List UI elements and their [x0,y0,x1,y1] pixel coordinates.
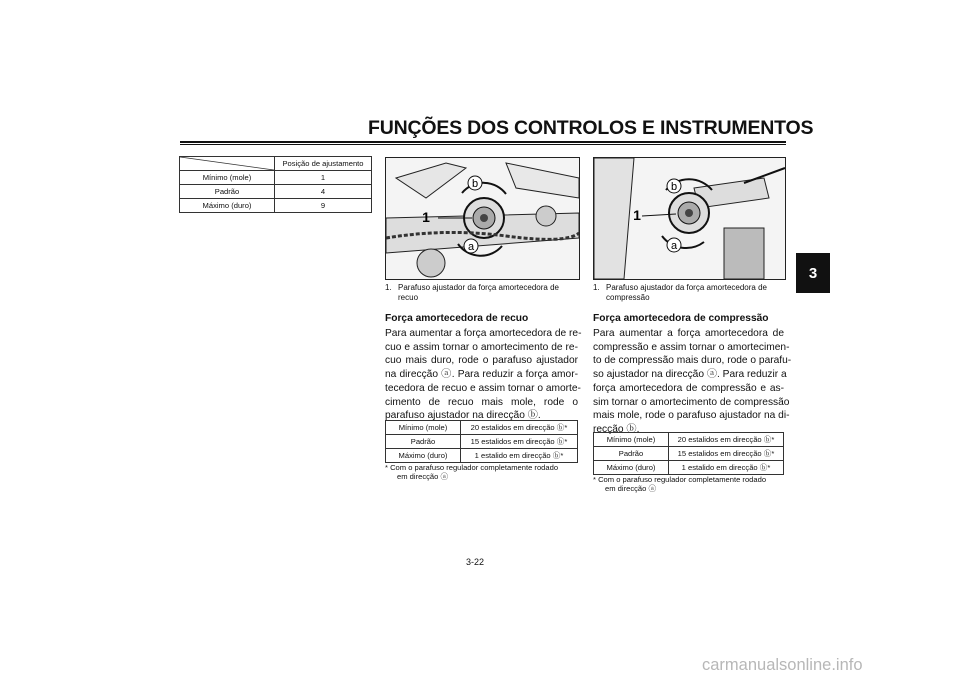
table-cell: Máximo (duro) [594,461,669,475]
rebound-illustration [386,158,579,279]
body-line: tecedora de recuo e assim tornar o amorte- [385,382,581,394]
part-1-label: 1 [633,207,641,223]
caption-number: 1. [385,283,392,292]
table-row [386,449,578,463]
table-row [386,421,578,435]
body-line: so ajustador na direcção ⓐ. Para reduzir a [593,369,787,381]
table-row [386,435,578,449]
compression-body [593,327,792,437]
body-line: cuo e assim tornar o amortecimento de re- [385,341,578,353]
table-cell: 4 [275,185,372,199]
table-cell: Máximo (duro) [180,199,275,213]
rebound-caption: Parafuso ajustador da força amortecedora de recuo [398,283,559,302]
table-row [180,185,372,199]
page-title: FUNÇÕES DOS CONTROLOS E INSTRUMENTOS [368,117,814,139]
table-cell: 1 [275,171,372,185]
table-cell: 1 estalido em direcção ⓑ* [461,449,578,463]
table-cell: Máximo (duro) [386,449,461,463]
table-row [594,447,784,461]
table-cell: Padrão [180,185,275,199]
body-line: to de compressão mais duro, rode o parafu- [593,355,792,367]
table-header: Posição de ajustamento [275,157,372,171]
body-line: cuo mais duro, rode o parafuso ajustador [385,355,578,367]
compression-footnote-2: em direcção ⓐ [605,484,657,493]
body-line: força amortecedora de compressão e as- [593,382,784,394]
body-line: recção ⓑ. [593,423,640,435]
rebound-section-title: Força amortecedora de recuo [385,313,529,324]
diagonal-line [180,157,274,170]
position-table [179,156,372,213]
body-line: Para aumentar a força amortecedora de re- [385,328,582,339]
table-row [180,171,372,185]
table-cell: 15 estalidos em direcção ⓑ* [461,435,578,449]
table-row [180,157,372,171]
rebound-footnote-2: em direcção ⓐ [397,472,449,481]
body-line: compressão e assim tornar o amortecimen- [593,341,790,353]
body-line: mais mole, rode o parafuso ajustador na di- [593,410,790,422]
table-cell: 20 estalidos em direcção ⓑ* [669,433,784,447]
table-cell: 15 estalidos em direcção ⓑ* [669,447,784,461]
table-row [594,433,784,447]
table-cell: Mínimo (mole) [594,433,669,447]
body-line: Para aumentar a força amortecedora de [593,328,784,339]
rebound-settings-table [385,420,578,463]
table-corner-cell [180,157,275,171]
part-1-label: 1 [422,209,430,225]
rebound-adjuster-photo [385,157,580,280]
body-line: parafuso ajustador na direcção ⓑ. [385,410,541,422]
table-cell: 20 estalidos em direcção ⓑ* [461,421,578,435]
table-cell: Mínimo (mole) [180,171,275,185]
direction-a-label: a [467,241,475,253]
rebound-footnote: * Com o parafuso regulador completamente rodado [385,463,559,472]
header-rule [180,141,786,143]
direction-b-label: b [670,181,678,193]
table-cell: Mínimo (mole) [386,421,461,435]
compression-adjuster-photo [593,157,786,280]
watermark: carmanualsonline.info [702,656,863,674]
table-cell: Padrão [386,435,461,449]
table-cell: Padrão [594,447,669,461]
body-line: sim tornar o amortecimento de compressão [593,396,790,408]
direction-a-label: a [670,240,678,252]
header-rule-thin [180,144,786,145]
compression-footnote: * Com o parafuso regulador completamente rodado [593,475,767,484]
compression-section-title: Força amortecedora de compressão [593,313,769,324]
compression-settings-table [593,432,784,475]
body-line: na direcção ⓐ. Para reduzir a força amor- [385,369,578,381]
caption-number: 1. [593,283,600,292]
chapter-tab: 3 [796,253,830,293]
compression-illustration [594,158,785,279]
table-row [180,199,372,213]
rebound-body [385,327,582,423]
table-cell: 9 [275,199,372,213]
table-row [594,461,784,475]
direction-b-label: b [471,178,479,190]
compression-caption: Parafuso ajustador da força amortecedora de compressão [606,283,767,302]
body-line: cimento de recuo mais mole, rode o [385,396,578,408]
table-cell: 1 estalido em direcção ⓑ* [669,461,784,475]
page-number: 3-22 [466,557,485,567]
